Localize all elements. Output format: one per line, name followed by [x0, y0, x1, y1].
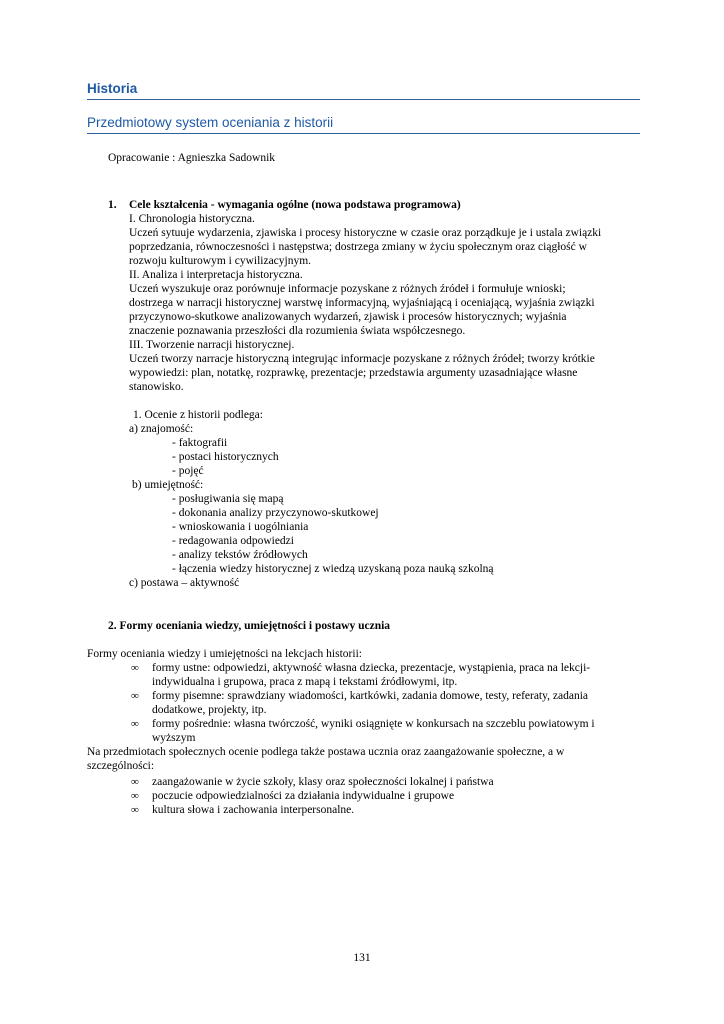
section1-line: przyczynowo-skutkowe analizowanych wydarzeń, zjawisk i procesów historycznych; wyjaśnia [129, 311, 567, 323]
form-item: formy pisemne: sprawdziany wiadomości, kartkówki, zadania domowe, testy, referaty, zadania [152, 690, 588, 702]
section1-line: wypowiedzi: plan, notatkę, rozprawkę, prezentacje; przedstawia argumenty uzasadniające własne [129, 367, 578, 379]
page-number: 131 [353, 952, 371, 964]
form-item-cont: dodatkowe, projekty, itp. [152, 704, 267, 716]
attitude-item: poczucie odpowiedzialności za działania indywidualne i grupowe [152, 790, 455, 802]
knowledge-label: a) znajomość: [129, 423, 194, 435]
bullet-icon: ∞ [131, 804, 139, 816]
knowledge-item: - faktografii [172, 437, 228, 449]
section2-heading: 2. Formy oceniania wiedzy, umiejętności i postawy ucznia [108, 620, 391, 632]
section1-line: I. Chronologia historyczna. [129, 213, 255, 225]
knowledge-item: - postaci historycznych [172, 451, 279, 463]
section1-line: Uczeń wyszukuje oraz porównuje informacje pozyskane z różnych źródeł i formułuje wnioski; [129, 283, 566, 295]
section1-line: rozwoju kulturowym i cywilizacyjnym. [129, 255, 312, 267]
skills-item: - redagowania odpowiedzi [172, 535, 294, 547]
section1-line: II. Analiza i interpretacja historyczna. [129, 269, 303, 281]
section1-line: Uczeń sytuuje wydarzenia, zjawiska i procesy historyczne w czasie oraz porządkuje je i ustala związki [129, 227, 602, 239]
form-item-cont: wyższym [152, 732, 196, 744]
attitude-paragraph-cont: szczególności: [87, 760, 155, 772]
bullet-icon: ∞ [131, 776, 139, 788]
attitude-label: c) postawa – aktywność [129, 577, 240, 589]
section1-line: III. Tworzenie narracji historycznej. [129, 339, 295, 351]
assessment-intro: 1. Ocenie z historii podlega: [133, 409, 263, 421]
skills-item: - łączenia wiedzy historycznej z wiedzą uzyskaną poza nauką szkolną [172, 563, 494, 575]
attitude-item: zaangażowanie w życie szkoły, klasy oraz społeczności lokalnej i państwa [152, 776, 494, 788]
section1-number: 1. [108, 199, 117, 211]
skills-item: - dokonania analizy przyczynowo-skutkowej [172, 507, 379, 519]
knowledge-item: - pojęć [172, 465, 204, 477]
section1-heading: Cele kształcenia - wymagania ogólne (nowa podstawa programowa) [129, 199, 461, 211]
skills-item: - posługiwania się mapą [172, 493, 284, 505]
skills-label: b) umiejętność: [132, 479, 204, 491]
bullet-icon: ∞ [131, 690, 139, 702]
section1-line: Uczeń tworzy narracje historyczną integrując informacje pozyskane z różnych źródeł; tworzy krótkie [129, 353, 595, 365]
section1-line: znaczenie poznawania przeszłości dla rozumienia świata współczesnego. [129, 325, 466, 337]
form-item: formy pośrednie: własna twórczość, wyniki osiągnięte w konkursach na szczeblu powiatowym i [152, 718, 595, 730]
author-line: Opracowanie : Agnieszka Sadownik [108, 152, 276, 164]
page-subtitle: Przedmiotowy system oceniania z historii [87, 114, 640, 134]
section1-line: stanowisko. [129, 381, 184, 393]
bullet-icon: ∞ [131, 662, 139, 674]
form-item: formy ustne: odpowiedzi, aktywność własna dziecka, prezentacje, wystąpienia, praca na lekcji- [152, 662, 591, 674]
forms-intro: Formy oceniania wiedzy i umiejętności na lekcjach historii: [87, 648, 362, 660]
bullet-icon: ∞ [131, 790, 139, 802]
bullet-icon: ∞ [131, 718, 139, 730]
skills-item: - wnioskowania i uogólniania [172, 521, 309, 533]
page-title: Historia [87, 80, 640, 100]
form-item-cont: indywidualna i grupowa, praca z mapą i tekstami źródłowymi, itp. [152, 676, 458, 688]
skills-item: - analizy tekstów źródłowych [172, 549, 308, 561]
attitude-paragraph: Na przedmiotach społecznych ocenie podlega także postawa ucznia oraz zaangażowanie społeczne, a w [87, 746, 565, 758]
section1-line: poprzedzania, równoczesności i następstwa; dostrzega zmiany w życiu społecznym oraz ciągłość w [129, 241, 587, 253]
attitude-item: kultura słowa i zachowania interpersonalne. [152, 804, 355, 816]
section1-line: dostrzega w narracji historycznej warstwę informacyjną, wyjaśniającą i oceniającą, wyjaśnia związki [129, 297, 595, 309]
